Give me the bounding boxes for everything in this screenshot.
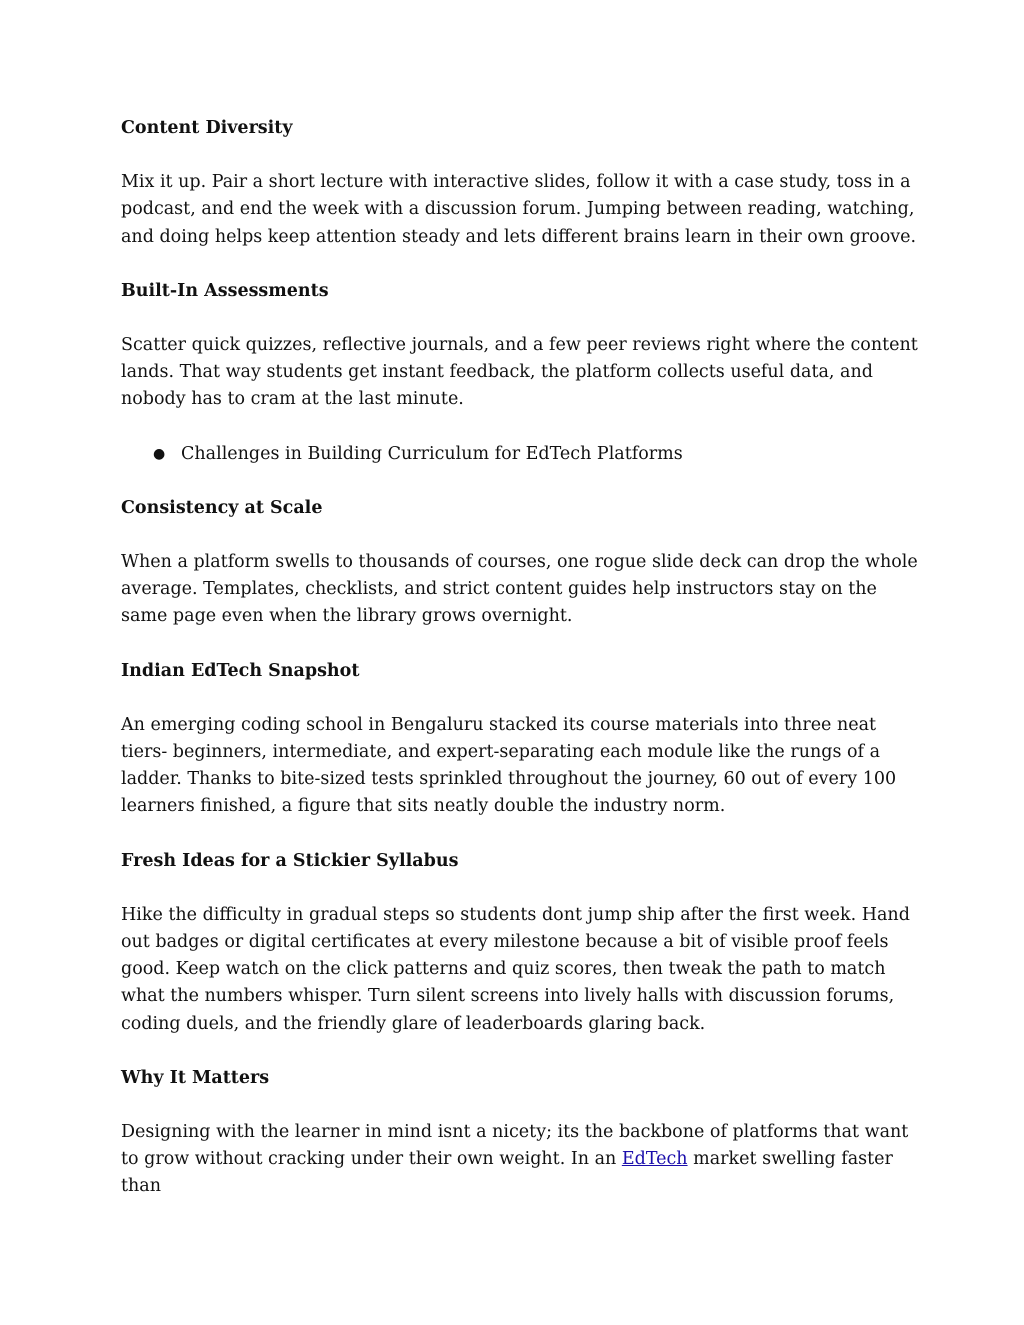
bullet-item-challenges [121, 441, 921, 468]
why-it-matters-text-after-link: market swelling faster than [121, 1149, 893, 1197]
bullet-list [121, 441, 921, 468]
section-body-fresh-ideas: Hike the difficulty in gradual steps so students dont jump ship after the first week. Hand out badges or digital certificates at every milestone because a bit of visible proof feels good. Keep watch on the click patterns and quiz scores, then tweak the path to match what the numbers whisper. Turn silent screens into lively halls with discussion forums, coding duels, and the friendly glare of leaderboards glaring back. [121, 904, 910, 1034]
bullet-icon: ● [153, 445, 166, 462]
edtech-link[interactable]: EdTech [621, 1149, 688, 1170]
section-body-indian-edtech-snapshot: An emerging coding school in Bengaluru stacked its course materials into three neat tiers- beginners, intermediate, and expert-separating each module like the rungs of a ladder. Thanks to bite-sized tests sprinkled throughout the journey, 60 out of every 100 learners finished, a figure that sits neatly double the industry norm. [121, 714, 897, 817]
section-body-content-diversity: Mix it up. Pair a short lecture with interactive slides, follow it with a case study, toss in a podcast, and end the week with a discussion forum. Jumping between reading, watching, and doing helps keep attention steady and lets different brains learn in their own groove. [121, 172, 917, 247]
section-heading-content-diversity: Content Diversity [121, 118, 293, 138]
section-body-consistency-at-scale: When a platform swells to thousands of courses, one rogue slide deck can drop the whole average. Templates, checklists, and strict content guides help instructors stay on the same page even when the library grows overnight. [121, 552, 918, 627]
section-heading-consistency-at-scale: Consistency at Scale [121, 497, 323, 518]
section-heading-fresh-ideas: Fresh Ideas for a Stickier Syllabus [121, 850, 459, 871]
why-it-matters-text-before-link: Designing with the learner in mind isnt a nicety; its the backbone of platforms that want to grow without cracking under their own weight. In an [121, 1122, 909, 1170]
section-body-built-in-assessments: Scatter quick quizzes, reflective journals, and a few peer reviews right where the content lands. That way students get instant feedback, the platform collects useful data, and nobody has to cram at the last minute. [121, 335, 918, 410]
section-heading-built-in-assessments: Built-In Assessments [121, 280, 329, 301]
bullet-text: Challenges in Building Curriculum for EdTech Platforms [181, 443, 683, 464]
section-heading-why-it-matters: Why It Matters [121, 1067, 270, 1088]
section-body-why-it-matters [121, 1119, 921, 1201]
document-page [121, 115, 921, 1228]
section-heading-indian-edtech-snapshot: Indian EdTech Snapshot [121, 660, 360, 681]
